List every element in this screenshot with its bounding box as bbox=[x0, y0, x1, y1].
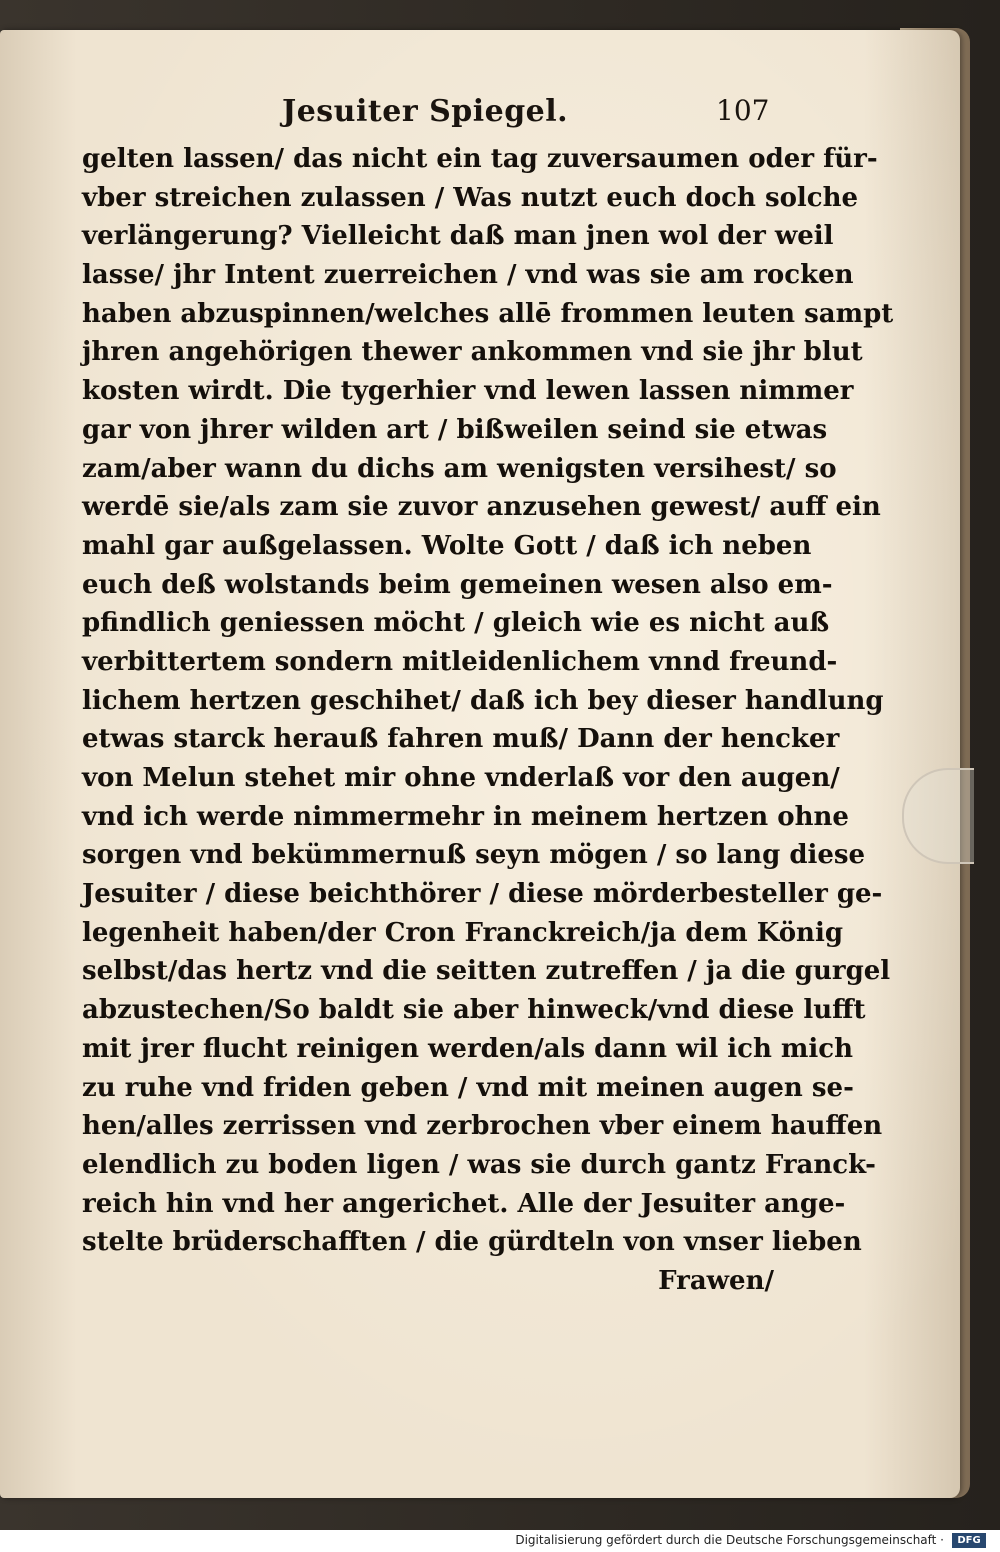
text-line: hen/alles zerrissen vnd zerbrochen vber einem hauffen bbox=[82, 1111, 883, 1142]
text-line: vber streichen zulassen / Was nutzt euch doch solche bbox=[82, 182, 859, 213]
text-line: haben abzuspinnen/welches allē frommen leuten sampt bbox=[82, 298, 894, 329]
text-line: pfindlich geniessen möcht / gleich wie es nicht auß bbox=[82, 608, 830, 639]
text-line: verlängerung? Vielleicht daß man jnen wol der weil bbox=[82, 221, 834, 252]
text-line: von Melun stehet mir ohne vnderlaß vor den augen/ bbox=[82, 763, 840, 793]
text-line: Jesuiter / diese beichthörer / diese mörderbesteller ge- bbox=[82, 879, 883, 910]
text-line: selbst/das hertz vnd die seitten zutreffen / ja die gurgel bbox=[82, 956, 891, 987]
running-title: Jesuiter Spiegel. bbox=[282, 94, 569, 129]
text-line: mahl gar außgelassen. Wolte Gott / daß ich neben bbox=[82, 530, 812, 561]
text-line: euch deß wolstands beim gemeinen wesen also em- bbox=[82, 569, 833, 600]
page-number: 107 bbox=[716, 94, 770, 127]
text-line: abzustechen/So baldt sie aber hinweck/vnd diese lufft bbox=[82, 995, 866, 1026]
text-line: verbittertem sondern mitleidenlichem vnnd freund- bbox=[82, 646, 838, 677]
text-line: gar von jhrer wilden art / bißweilen seind sie etwas bbox=[82, 414, 828, 445]
text-line: vnd ich werde nimmermehr in meinem hertzen ohne bbox=[82, 801, 849, 832]
text-line: gelten lassen/ das nicht ein tag zuversaumen oder für- bbox=[82, 144, 878, 174]
text-line: stelte brüderschafften / die gürdteln von vnser lieben bbox=[82, 1227, 862, 1258]
text-line: lichem hertzen geschihet/ daß ich bey dieser handlung bbox=[82, 685, 884, 716]
text-line: werdē sie/als zam sie zuvor anzusehen gewest/ auff ein bbox=[82, 492, 881, 523]
text-line: lasse/ jhr Intent zuerreichen / vnd was sie am rocken bbox=[82, 260, 854, 291]
page-header bbox=[0, 94, 960, 134]
body-text bbox=[82, 140, 894, 1301]
text-line: zam/aber wann du dichs am wenigsten versihest/ so bbox=[82, 453, 837, 484]
text-line: mit jrer flucht reinigen werden/als dann wil ich mich bbox=[82, 1033, 854, 1064]
text-line: jhren angehörigen thewer ankommen vnd sie jhr blut bbox=[82, 337, 863, 368]
text-line: sorgen vnd bekümmernuß seyn mögen / so lang diese bbox=[82, 840, 866, 871]
dfg-logo: DFG bbox=[952, 1533, 986, 1548]
text-line: reich hin vnd her angerichet. Alle der Jesuiter ange- bbox=[82, 1188, 846, 1219]
text-line: zu ruhe vnd friden geben / vnd mit meinen augen se- bbox=[82, 1072, 854, 1103]
text-line: kosten wirdt. Die tygerhier vnd lewen lassen nimmer bbox=[82, 376, 854, 407]
text-line: legenheit haben/der Cron Franckreich/ja dem König bbox=[82, 917, 844, 948]
catchword: Frawen/ bbox=[658, 1265, 774, 1296]
text-line: elendlich zu boden ligen / was sie durch gantz Franck- bbox=[82, 1149, 876, 1180]
text-line: etwas starck herauß fahren muß/ Dann der hencker bbox=[82, 724, 840, 755]
footer-bar bbox=[0, 1530, 1000, 1552]
funding-credit: Digitalisierung gefördert durch die Deutsche Forschungsgemeinschaft · bbox=[515, 1533, 944, 1547]
